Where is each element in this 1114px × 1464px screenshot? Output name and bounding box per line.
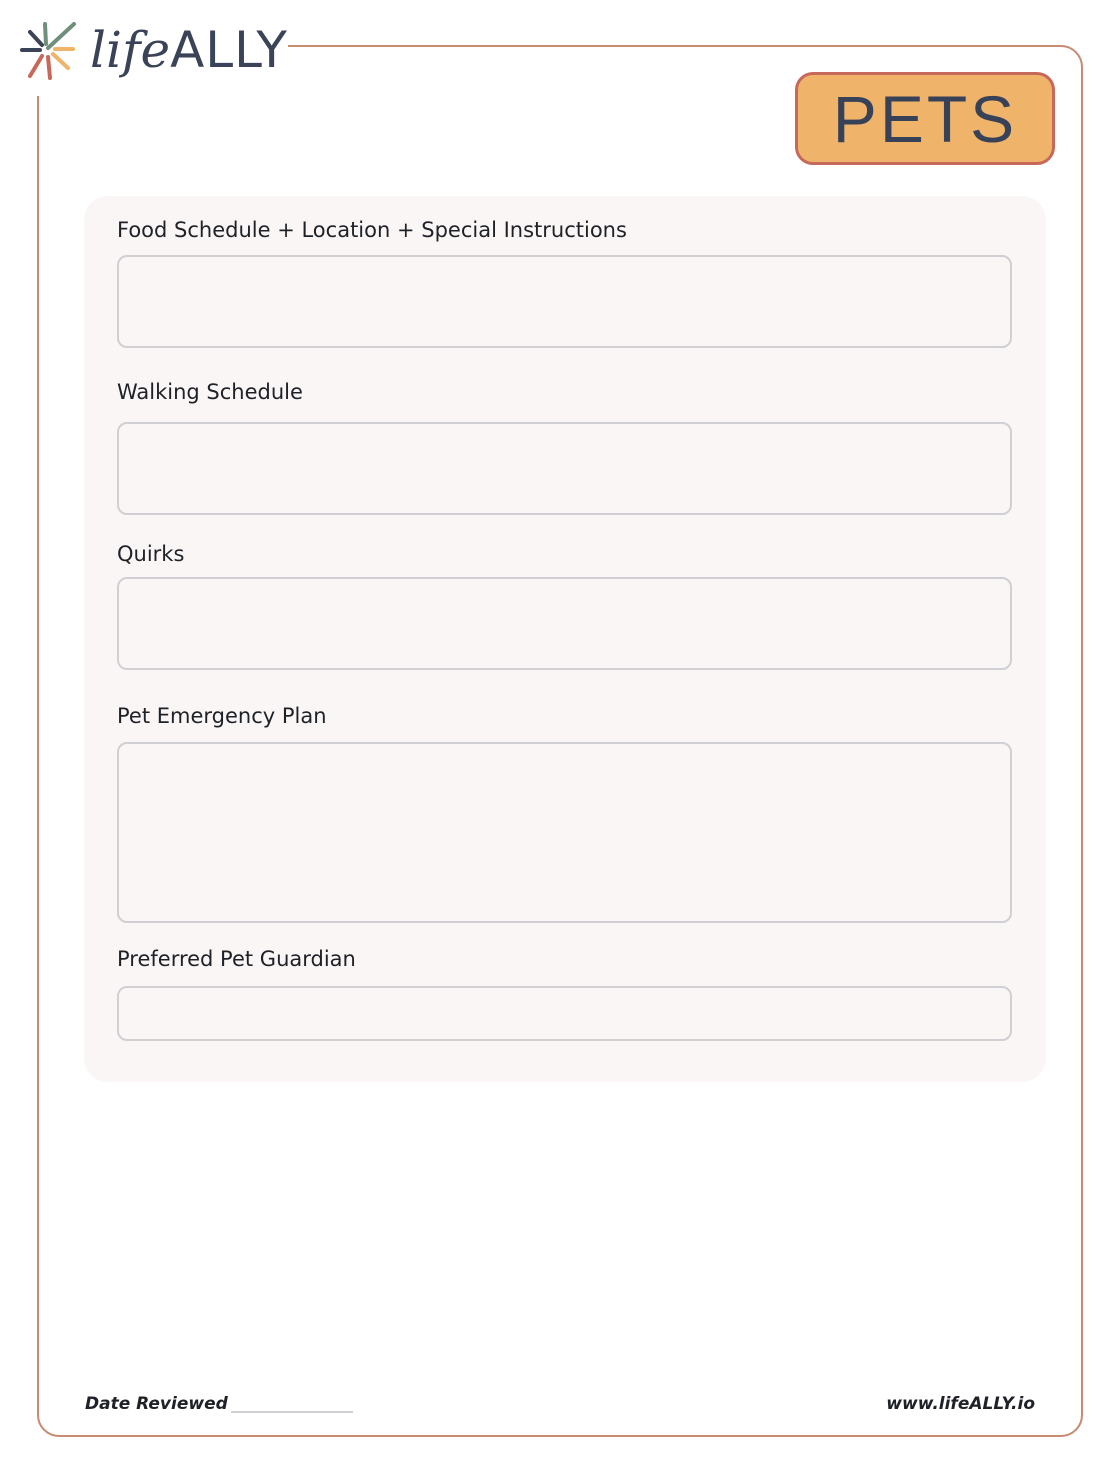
food-schedule-label: Food Schedule + Location + Special Instructions [117,218,627,242]
food-schedule-field[interactable] [117,255,1012,348]
preferred-pet-guardian-field[interactable] [117,986,1012,1041]
brand-wordmark-ally: ALLY [170,21,288,79]
brand-wordmark-life: life [90,21,171,79]
quirks-label: Quirks [117,542,185,566]
walking-schedule-label: Walking Schedule [117,380,303,404]
website-link[interactable]: www.lifeALLY.io [886,1394,1035,1414]
pet-emergency-plan-label: Pet Emergency Plan [117,704,327,728]
page-title-badge [795,72,1055,165]
preferred-pet-guardian-label: Preferred Pet Guardian [117,947,356,971]
brand-wordmark [90,21,288,79]
pet-emergency-plan-field[interactable] [117,742,1012,923]
quirks-field[interactable] [117,577,1012,670]
brand-logo [18,14,288,86]
date-reviewed-label: Date Reviewed [85,1394,228,1414]
starburst-logo-icon [18,18,78,82]
date-reviewed-field[interactable] [231,1411,353,1413]
page-title: PETS [832,81,1018,156]
walking-schedule-field[interactable] [117,422,1012,515]
